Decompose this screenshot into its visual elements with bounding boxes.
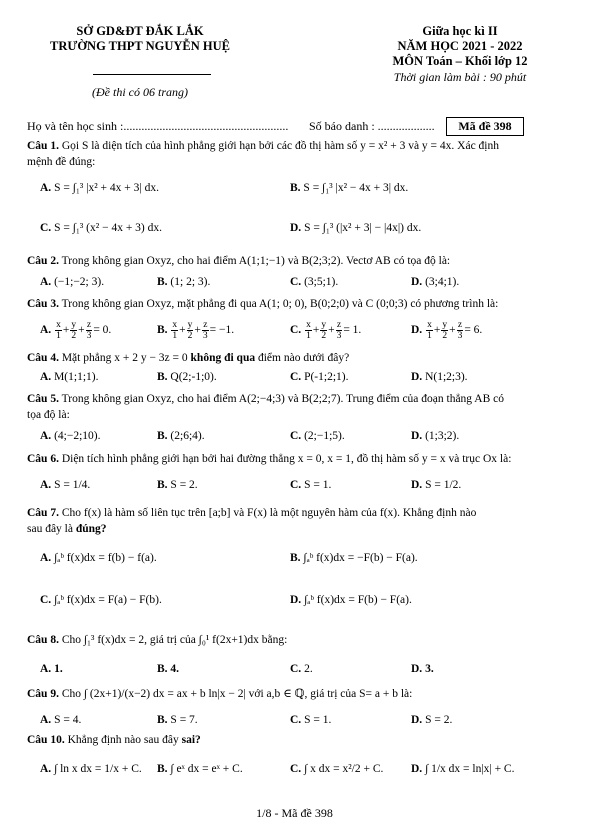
q8-option-d[interactable]: D. 3. [411,663,434,675]
q4-option-b[interactable]: B. Q(2;-1;0). [157,371,217,383]
header-divider [93,74,211,75]
page-count-note: (Đề thi có 06 trang) [92,85,188,99]
q7-option-d[interactable]: D. ∫ₐᵇ f(x)dx = F(b) − F(a). [290,594,412,606]
q1-option-d[interactable]: D. S = ∫₁³ (|x² + 3| − |4x|) dx. [290,222,422,234]
q8-option-b[interactable]: B. 4. [157,663,180,675]
question-5: Câu 5. Trong không gian Oxyz, cho hai điểm A(2;−4;3) và B(2;2;7). Trung điểm của đoạn thẳng AB có [27,393,504,405]
question-7: Câu 7. Cho f(x) là hàm số liên tục trên [a;b] và F(x) là một nguyên hàm của f(x). Khẳng định nào [27,507,477,519]
q9-option-c[interactable]: C. S = 1. [290,714,332,726]
question-7-cont: sau đây là đúng? [27,523,107,535]
q8-option-a[interactable]: A. 1. [40,663,63,675]
q6-option-a[interactable]: A. S = 1/4. [40,479,91,491]
q7-option-c[interactable]: C. ∫ₐᵇ f(x)dx = F(a) − F(b). [40,594,162,606]
q1-option-b[interactable]: B. S = ∫₁³ |x² − 4x + 3| dx. [290,182,409,194]
question-8: Câu 8. Cho ∫₁³ f(x)dx = 2, giá trị của ∫₀¹ f(2x+1)dx bằng: [27,634,288,646]
page-footer: 1/8 - Mã đề 398 [256,806,333,820]
q6-option-c[interactable]: C. S = 1. [290,479,332,491]
q7-option-a[interactable]: A. ∫ₐᵇ f(x)dx = f(b) − f(a). [40,552,157,564]
subject-title: MÔN Toán – Khối lớp 12 [392,54,528,68]
q6-option-d[interactable]: D. S = 1/2. [411,479,462,491]
q7-option-b[interactable]: B. ∫ₐᵇ f(x)dx = −F(b) − F(a). [290,552,418,564]
q10-option-b[interactable]: B. ∫ eˣ dx = eˣ + C. [157,763,243,775]
q9-option-a[interactable]: A. S = 4. [40,714,82,726]
q9-option-b[interactable]: B. S = 7. [157,714,198,726]
q1-option-a[interactable]: A. S = ∫₁³ |x² + 4x + 3| dx. [40,182,159,194]
q3-option-d[interactable]: D. $\frac{x}{1}$ + $\frac{y}{2}$ + $\frac{z}{3}$ = 6. [411,320,483,341]
q5-option-c[interactable]: C. (2;−1;5). [290,430,345,442]
exam-code-box: Mã đề 398 [446,117,524,136]
student-number-field: Số báo danh : ................... [309,119,435,133]
question-4: Câu 4. Mặt phẳng x + 2 y − 3z = 0 không đi qua điểm nào dưới đây? [27,352,350,364]
q5-option-d[interactable]: D. (1;3;2). [411,430,460,442]
q9-option-d[interactable]: D. S = 2. [411,714,453,726]
question-6: Câu 6. Diện tích hình phẳng giới hạn bởi hai đường thẳng x = 0, x = 1, đồ thị hàm số y = x và trục Ox là: [27,453,512,465]
question-10: Câu 10. Khẳng định nào sau đây sai? [27,734,201,746]
q10-option-a[interactable]: A. ∫ ln x dx = 1/x + C. [40,763,142,775]
q1-option-c[interactable]: C. S = ∫₁³ (x² − 4x + 3) dx. [40,222,163,234]
question-3: Câu 3. Trong không gian Oxyz, mặt phẳng đi qua A(1; 0; 0), B(0;2;0) và C (0;0;3) có phương trình là: [27,298,499,310]
exam-term: Giữa học kì II [422,24,498,38]
q10-option-d[interactable]: D. ∫ 1/x dx = ln|x| + C. [411,763,515,775]
department-name: SỞ GD&ĐT ĐẮK LẮK [76,24,204,38]
school-name: TRƯỜNG THPT NGUYỄN HUỆ [50,39,230,53]
q4-option-d[interactable]: D. N(1;2;3). [411,371,468,383]
q4-option-a[interactable]: A. M(1;1;1). [40,371,99,383]
q3-option-c[interactable]: C. $\frac{x}{1}$ + $\frac{y}{2}$ + $\frac{z}{3}$ = 1. [290,320,362,341]
student-name-field: Họ và tên học sinh :....................................................... [27,119,289,133]
q8-option-c[interactable]: C. 2. [290,663,313,675]
q3-option-b[interactable]: B. $\frac{x}{1}$ + $\frac{y}{2}$ + $\frac{z}{3}$ = −1. [157,320,235,341]
question-5-cont: tọa độ là: [27,409,70,421]
question-9: Câu 9. Cho ∫ (2x+1)/(x−2) dx = ax + b ln|x − 2| với a,b ∈ ℚ, giá trị của S= a + b là: [27,688,413,700]
question-1: Câu 1. Gọi S là diện tích của hình phẳng giới hạn bởi các đồ thị hàm số y = x² + 3 và y = 4x. Xác định [27,140,499,152]
exam-duration: Thời gian làm bài : 90 phút [393,70,527,84]
question-2: Câu 2. Trong không gian Oxyz, cho hai điểm A(1;1;−1) và B(2;3;2). Vectơ AB có tọa độ là: [27,255,451,267]
q5-option-a[interactable]: A. (4;−2;10). [40,430,101,442]
q3-option-a[interactable]: A. $\frac{x}{1}$ + $\frac{y}{2}$ + $\frac{z}{3}$ = 0. [40,320,112,341]
q2-option-c[interactable]: C. (3;5;1). [290,276,339,288]
q2-option-a[interactable]: A. (−1;−2; 3). [40,276,105,288]
q2-option-d[interactable]: D. (3;4;1). [411,276,460,288]
question-1-cont: mệnh đề đúng: [27,156,96,168]
q5-option-b[interactable]: B. (2;6;4). [157,430,205,442]
school-year: NĂM HỌC 2021 - 2022 [397,39,523,53]
q2-option-b[interactable]: B. (1; 2; 3). [157,276,211,288]
q4-option-c[interactable]: C. P(-1;2;1). [290,371,349,383]
q10-option-c[interactable]: C. ∫ x dx = x²/2 + C. [290,763,384,775]
q6-option-b[interactable]: B. S = 2. [157,479,198,491]
